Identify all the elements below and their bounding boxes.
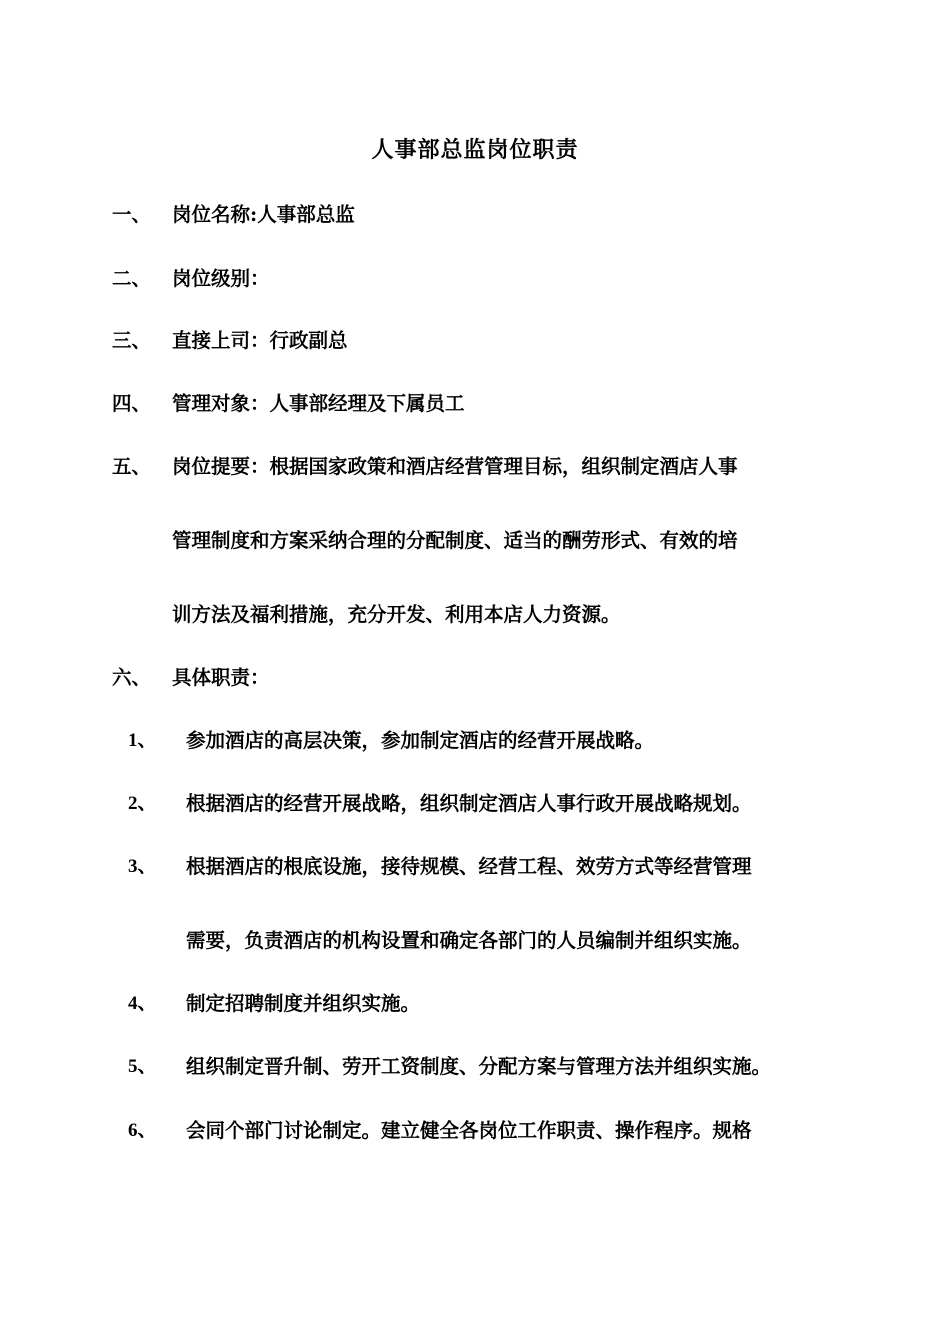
section-number: 五、 — [112, 455, 152, 478]
section-number: 二、 — [112, 267, 152, 290]
duty-number: 6、 — [128, 1120, 157, 1141]
section-text: 管理制度和方案采纳合理的分配制度、适当的酬劳形式、有效的培 — [172, 529, 738, 552]
document-title: 人事部总监岗位职责 — [371, 137, 579, 163]
section-text: 岗位名称:人事部总监 — [172, 203, 355, 226]
duty-number: 5、 — [128, 1056, 157, 1077]
duty-number: 3、 — [128, 856, 157, 877]
section-text: 训方法及福利措施，充分开发、利用本店人力资源。 — [172, 603, 621, 626]
duty-number: 1、 — [128, 730, 157, 751]
duty-text: 会同个部门讨论制定。建立健全各岗位工作职责、操作程序。规格 — [186, 1119, 752, 1142]
section-number: 一、 — [112, 203, 152, 226]
duty-text: 根据酒店的根底设施，接待规模、经营工程、效劳方式等经营管理 — [186, 855, 752, 878]
section-text: 直接上司：行政副总 — [172, 329, 348, 352]
duty-text: 根据酒店的经营开展战略，组织制定酒店人事行政开展战略规划。 — [186, 792, 752, 815]
section-text: 岗位级别： — [172, 267, 270, 290]
duty-number: 2、 — [128, 793, 157, 814]
section-text: 具体职责： — [172, 666, 270, 689]
duty-text: 参加酒店的高层决策，参加制定酒店的经营开展战略。 — [186, 729, 655, 752]
section-text: 岗位提要：根据国家政策和酒店经营管理目标，组织制定酒店人事 — [172, 455, 738, 478]
section-number: 三、 — [112, 329, 152, 352]
duty-number: 4、 — [128, 993, 157, 1014]
section-text: 管理对象：人事部经理及下属员工 — [172, 392, 465, 415]
duty-text: 组织制定晋升制、劳开工资制度、分配方案与管理方法并组织实施。 — [186, 1055, 772, 1078]
section-number: 六、 — [112, 666, 152, 689]
section-number: 四、 — [112, 392, 152, 415]
duty-text: 需要，负责酒店的机构设置和确定各部门的人员编制并组织实施。 — [186, 929, 752, 952]
duty-text: 制定招聘制度并组织实施。 — [186, 992, 421, 1015]
